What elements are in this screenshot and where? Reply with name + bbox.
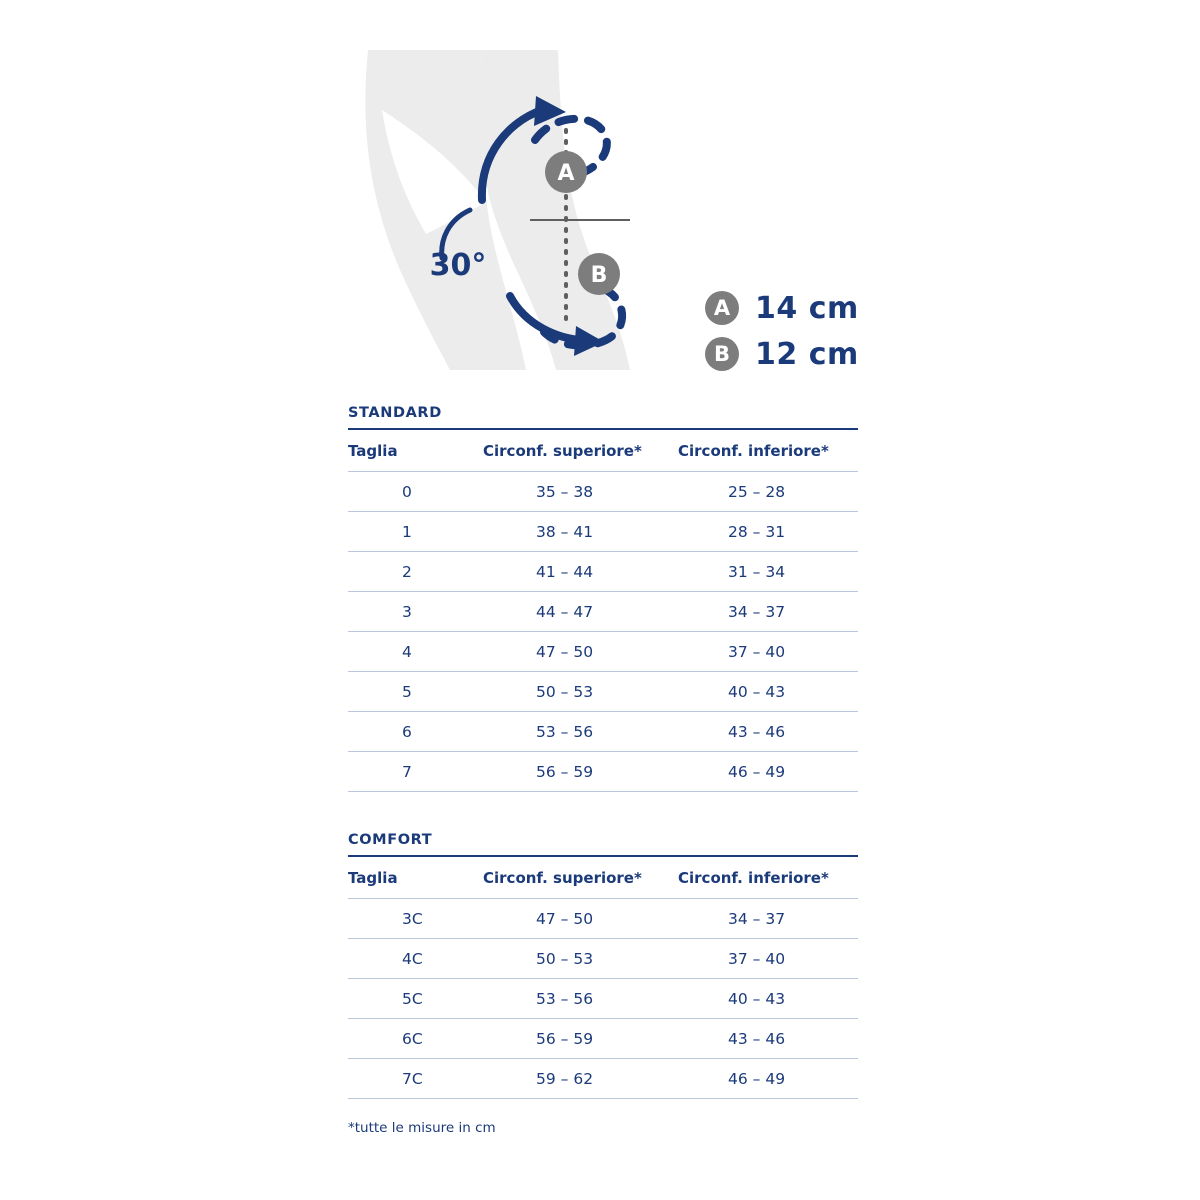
standard-table-title: STANDARD — [348, 405, 858, 430]
header-upper-circumference: Circonf. superiore* — [483, 430, 678, 472]
cell-size: 2 — [348, 552, 483, 592]
table-row — [348, 1019, 858, 1059]
cell-size: 1 — [348, 512, 483, 552]
table-row — [348, 512, 858, 552]
cell-size: 4C — [348, 939, 483, 979]
table-header-row — [348, 430, 858, 472]
cell-upper: 47 – 50 — [483, 632, 678, 672]
cell-upper: 35 – 38 — [483, 472, 678, 512]
cell-size: 7 — [348, 752, 483, 792]
cell-lower: 43 – 46 — [678, 712, 858, 752]
table-row — [348, 592, 858, 632]
cell-lower: 37 – 40 — [678, 632, 858, 672]
cell-upper: 56 – 59 — [483, 752, 678, 792]
header-lower-circumference: Circonf. inferiore* — [678, 857, 858, 899]
legend-item-a — [705, 285, 905, 331]
cell-size: 6C — [348, 1019, 483, 1059]
header-size: Taglia — [348, 430, 483, 472]
cell-lower: 37 – 40 — [678, 939, 858, 979]
svg-text:B: B — [590, 263, 608, 288]
cell-size: 7C — [348, 1059, 483, 1099]
cell-size: 0 — [348, 472, 483, 512]
header-upper-circumference: Circonf. superiore* — [483, 857, 678, 899]
cell-lower: 31 – 34 — [678, 552, 858, 592]
cell-size: 5C — [348, 979, 483, 1019]
table-row — [348, 752, 858, 792]
standard-size-table — [348, 430, 858, 792]
cell-lower: 43 – 46 — [678, 1019, 858, 1059]
cell-size: 3 — [348, 592, 483, 632]
cell-lower: 40 – 43 — [678, 979, 858, 1019]
cell-lower: 40 – 43 — [678, 672, 858, 712]
cell-lower: 25 – 28 — [678, 472, 858, 512]
legend-badge-a: A — [705, 291, 739, 325]
cell-upper: 50 – 53 — [483, 672, 678, 712]
header-size: Taglia — [348, 857, 483, 899]
cell-lower: 34 – 37 — [678, 592, 858, 632]
table-row — [348, 979, 858, 1019]
cell-upper: 38 – 41 — [483, 512, 678, 552]
cell-size: 4 — [348, 632, 483, 672]
svg-text:A: A — [557, 161, 575, 186]
measurement-legend — [705, 285, 905, 377]
cell-upper: 53 – 56 — [483, 712, 678, 752]
cell-upper: 56 – 59 — [483, 1019, 678, 1059]
cell-size: 3C — [348, 899, 483, 939]
cell-size: 6 — [348, 712, 483, 752]
leg-silhouette — [365, 50, 630, 370]
table-row — [348, 1059, 858, 1099]
table-row — [348, 899, 858, 939]
comfort-size-table — [348, 857, 858, 1099]
cell-upper: 44 – 47 — [483, 592, 678, 632]
cell-upper: 53 – 56 — [483, 979, 678, 1019]
standard-size-table-block — [348, 405, 858, 792]
table-row — [348, 552, 858, 592]
measurement-footnote: *tutte le misure in cm — [348, 1120, 496, 1136]
table-header-row — [348, 857, 858, 899]
comfort-table-title: COMFORT — [348, 832, 858, 857]
table-row — [348, 712, 858, 752]
legend-badge-b: B — [705, 337, 739, 371]
table-row — [348, 472, 858, 512]
cell-upper: 47 – 50 — [483, 899, 678, 939]
legend-value-b: 12 cm — [755, 336, 859, 372]
comfort-size-table-block — [348, 832, 858, 1099]
legend-value-a: 14 cm — [755, 290, 859, 326]
cell-lower: 46 – 49 — [678, 752, 858, 792]
cell-lower: 34 – 37 — [678, 899, 858, 939]
cell-upper: 41 – 44 — [483, 552, 678, 592]
marker-b-badge — [578, 253, 620, 295]
cell-lower: 46 – 49 — [678, 1059, 858, 1099]
legend-item-b — [705, 331, 905, 377]
cell-upper: 50 – 53 — [483, 939, 678, 979]
header-lower-circumference: Circonf. inferiore* — [678, 430, 858, 472]
table-row — [348, 672, 858, 712]
marker-a-badge — [545, 151, 587, 193]
table-row — [348, 632, 858, 672]
cell-size: 5 — [348, 672, 483, 712]
cell-lower: 28 – 31 — [678, 512, 858, 552]
angle-label: 30° — [429, 248, 487, 283]
cell-upper: 59 – 62 — [483, 1059, 678, 1099]
table-row — [348, 939, 858, 979]
